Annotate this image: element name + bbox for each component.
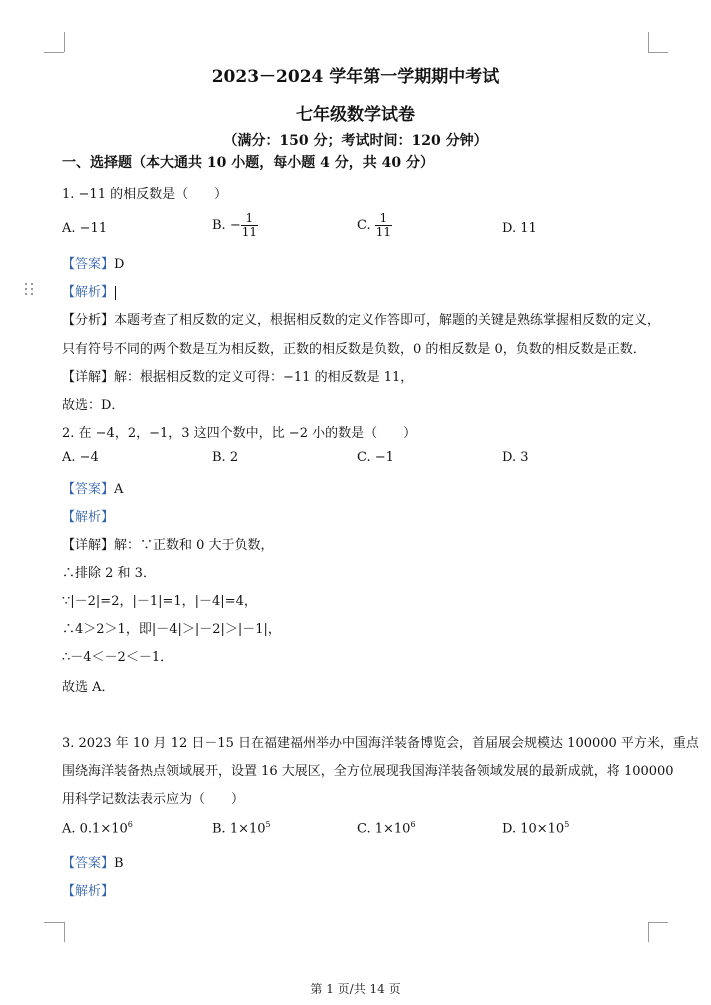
q2-answer-value: A xyxy=(114,482,124,497)
q1-option-c-label: C. xyxy=(357,218,371,233)
text-cursor xyxy=(115,286,116,300)
q2-step1: ∴排除 2 和 3． xyxy=(62,566,156,581)
q2-answer xyxy=(62,478,123,497)
q3-option-b-exponent: 5 xyxy=(265,820,271,829)
q3-option-d xyxy=(502,820,569,836)
q1-option-b-denominator: 11 xyxy=(241,225,257,239)
q3-option-b xyxy=(212,820,271,836)
q3-option-d-exponent: 5 xyxy=(564,820,570,829)
q1-answer xyxy=(62,253,124,272)
q1-option-c-numerator: 1 xyxy=(375,212,392,226)
q1-fenxi-line1: 【分析】本题考查了相反数的定义，根据相反数的定义作答即可，解题的关键是熟练掌握相反数的定义， xyxy=(62,313,661,328)
q3-option-c xyxy=(357,820,416,836)
q1-answer-tag: 【答案】 xyxy=(62,257,115,272)
q1-fenxi-line2: 只有符号不同的两个数是互为相反数，正数的相反数是负数，0 的相反数是 0，负数的相反数是正数． xyxy=(62,342,646,357)
q1-answer-value: D xyxy=(114,257,125,272)
q3-stem-line1: 3. 2023 年 10 月 12 日－15 日在福建福州举办中国海洋装备博览会，首届展会规模达 100000 平方米，重点 xyxy=(62,736,699,751)
q1-detail: 【详解】解：根据相反数的定义可得：−11 的相反数是 11， xyxy=(62,370,414,385)
q3-answer-value: B xyxy=(114,856,124,871)
section-heading: 一、选择题（本大通共 10 小题，每小题 4 分，共 40 分） xyxy=(62,155,434,171)
q2-step3: ∴4＞2＞1，即|－4|＞|－2|＞|－1|， xyxy=(62,622,281,637)
q1-option-a: A. −11 xyxy=(62,221,108,236)
q3-option-c-exponent: 6 xyxy=(410,820,416,829)
q3-stem-line3: 用科学记数法表示应为（ ） xyxy=(62,792,245,807)
q3-answer-tag: 【答案】 xyxy=(62,856,115,871)
exam-info: （满分：150 分；考试时间：120 分钟） xyxy=(223,133,488,149)
q1-option-c-fraction xyxy=(375,212,392,239)
exam-subtitle: 七年级数学试卷 xyxy=(296,105,415,125)
q2-option-b: B. 2 xyxy=(212,450,239,465)
drag-handle-icon[interactable] xyxy=(24,282,36,296)
q3-option-a-base: A. 0.1×10 xyxy=(62,821,128,837)
q1-analysis-tag: 【解析】 xyxy=(62,285,115,300)
q1-option-b-fraction xyxy=(241,212,258,239)
q3-option-b-base: B. 1×10 xyxy=(212,821,266,837)
q2-analysis xyxy=(62,506,114,525)
q2-step2: ∵|－2|=2，|－1|=1，|－4|=4， xyxy=(62,594,257,609)
q2-step4: ∴－4＜－2＜－1． xyxy=(62,650,174,665)
q1-option-b-numerator: 1 xyxy=(241,212,258,226)
q3-answer xyxy=(62,852,124,871)
q3-analysis-tag: 【解析】 xyxy=(62,884,115,899)
q2-stem: 2. 在 −4，2，−1，3 这四个数中，比 −2 小的数是（ ） xyxy=(62,426,417,441)
q2-conclusion: 故选 A． xyxy=(62,680,115,695)
q1-option-b-label: B. − xyxy=(212,218,241,233)
q3-option-d-base: D. 10×10 xyxy=(502,821,565,837)
q3-option-a-exponent: 6 xyxy=(127,820,133,829)
q2-detail: 【详解】解：∵正数和 0 大于负数， xyxy=(62,538,274,553)
q1-option-c-denominator: 11 xyxy=(375,225,392,239)
q1-option-b xyxy=(212,212,258,239)
q1-option-c xyxy=(357,212,392,239)
q2-option-a: A. −4 xyxy=(62,450,99,465)
q2-analysis-tag: 【解析】 xyxy=(62,510,115,525)
q1-option-d: D. 11 xyxy=(502,221,537,236)
q3-analysis xyxy=(62,880,114,899)
page-footer: 第 1 页/共 14 页 xyxy=(310,982,401,996)
q3-option-c-base: C. 1×10 xyxy=(357,821,411,837)
q1-stem: 1. −11 的相反数是（ ） xyxy=(62,187,228,202)
q2-option-c: C. −1 xyxy=(357,450,394,465)
q3-option-a xyxy=(62,820,133,836)
q1-analysis xyxy=(62,281,116,300)
q1-conclusion: 故选：D． xyxy=(62,398,125,413)
q3-stem-line2: 围绕海洋装备热点领域展开，设置 16 大展区，全方位展现我国海洋装备领域发展的最新成就，将 100000 xyxy=(62,764,674,779)
q2-answer-tag: 【答案】 xyxy=(62,482,115,497)
exam-title: 2023－2024 学年第一学期期中考试 xyxy=(211,67,500,87)
q2-option-d: D. 3 xyxy=(502,450,529,465)
